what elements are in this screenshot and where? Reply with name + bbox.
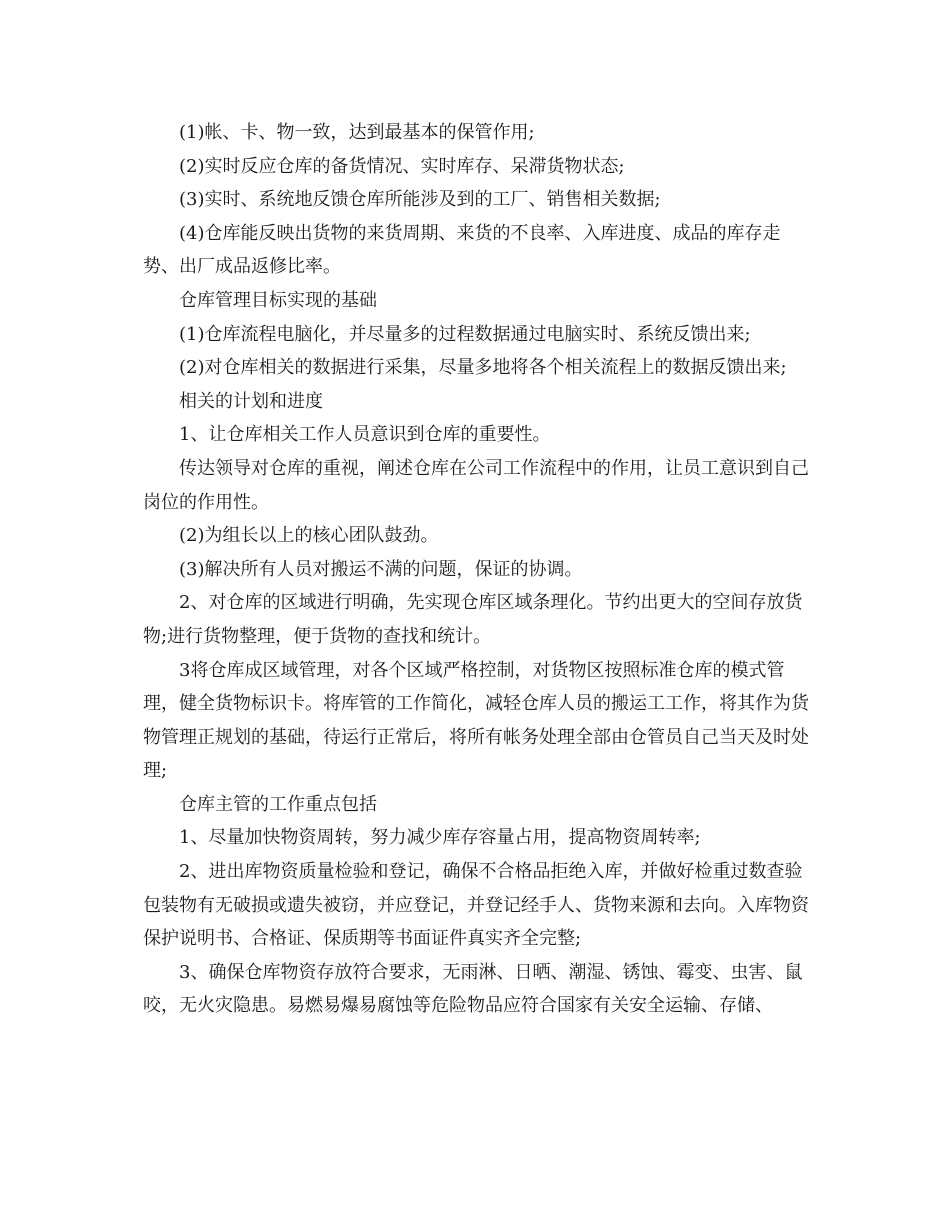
paragraph-13: 2、对仓库的区域进行明确，先实现仓库区域条理化。节约出更大的空间存放货物;进行货物整理，便于货物的查找和统计。 [143, 592, 803, 647]
paragraph-10: 传达领导对仓库的重视，阐述仓库在公司工作流程中的作用，让员工意识到自己岗位的作用性。 [143, 457, 809, 513]
document-body [143, 116, 815, 1023]
paragraph-7: (2)对仓库相关的数据进行采集，尽量多地将各个相关流程上的数据反馈出来; [179, 357, 787, 379]
paragraph-1: (1)帐、卡、物一致，达到最基本的保管作用; [179, 122, 535, 143]
paragraph-11: (2)为组长以上的核心团队鼓劲。 [179, 525, 439, 547]
paragraph-4: (4)仓库能反映出货物的来货周期、来货的不良率、入库进度、成品的库存走势、出厂成品返修比率。 [143, 222, 781, 278]
section-heading-plan: 相关的计划和进度 [179, 390, 323, 412]
paragraph-14: 3将仓库成区域管理，对各个区域严格控制，对货物区按照标准仓库的模式管理，健全货物标识卡。将库管的工作简化，减轻仓库人员的搬运工工作，将其作为货物管理正规划的基础，待运行正常后，将所有帐务处理全部由仓管员自己当天及时处理; [143, 659, 809, 782]
paragraph-18: 3、确保仓库物资存放符合要求，无雨淋、日晒、潮湿、锈蚀、霉变、虫害、鼠咬，无火灾隐患。易燃易爆易腐蚀等危险物品应符合国家有关安全运输、存储、 [143, 961, 803, 1017]
paragraph-9: 1、让仓库相关工作人员意识到仓库的重要性。 [179, 424, 551, 446]
paragraph-2: (2)实时反应仓库的备货情况、实时库存、呆滞货物状态; [179, 155, 625, 177]
paragraph-17: 2、进出库物资质量检验和登记，确保不合格品拒绝入库，并做好检重过数查验包装物有无破损或遗失被窃，并应登记，并登记经手人、货物来源和去向。入库物资保护说明书、合格证、保质期等书面证件真实齐全完整; [143, 861, 809, 950]
paragraph-12: (3)解决所有人员对搬运不满的问题，保证的协调。 [179, 558, 583, 580]
paragraph-3: (3)实时、系统地反馈仓库所能涉及到的工厂、销售相关数据; [179, 189, 661, 211]
section-heading-focus: 仓库主管的工作重点包括 [179, 793, 377, 815]
paragraph-16: 1、尽量加快物资周转，努力减少库存容量占用，提高物资周转率; [179, 827, 701, 849]
section-heading-basis: 仓库管理目标实现的基础 [179, 289, 377, 311]
paragraph-6: (1)仓库流程电脑化，并尽量多的过程数据通过电脑实时、系统反馈出来; [179, 323, 751, 345]
